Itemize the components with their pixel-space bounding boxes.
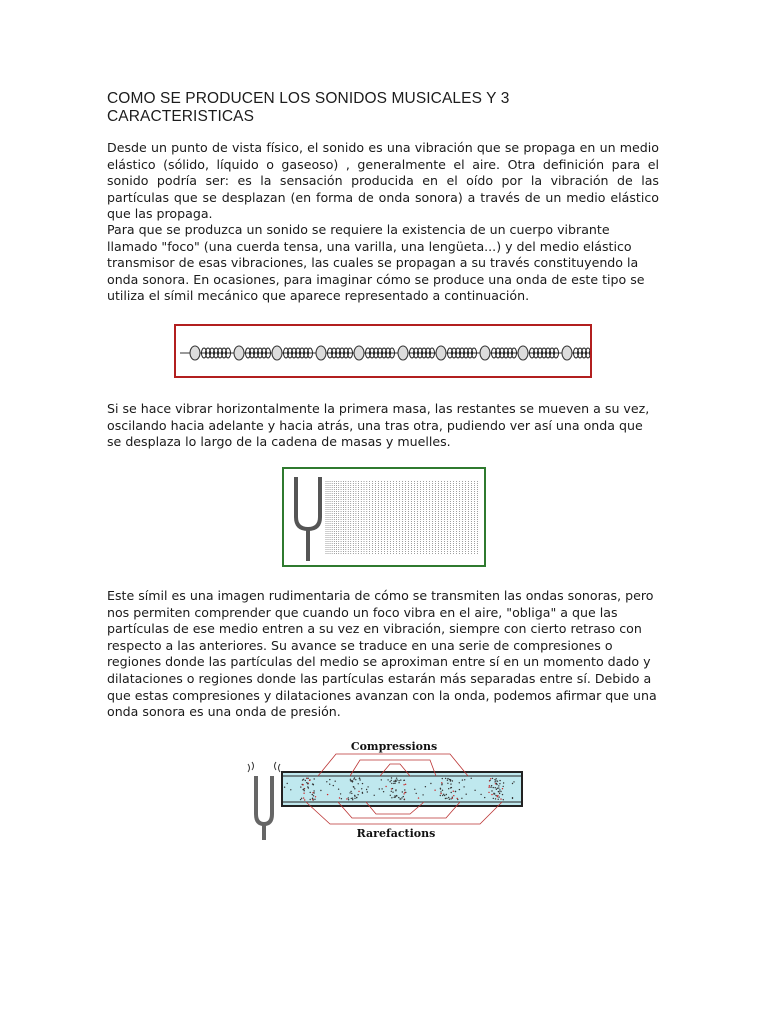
particle [340, 793, 341, 794]
particle [312, 798, 313, 799]
particle [414, 789, 415, 790]
particle [350, 791, 351, 792]
particle [329, 784, 330, 785]
particle [495, 780, 496, 781]
compressions-label: Compressions [350, 740, 438, 753]
particle [395, 796, 396, 797]
particle [374, 795, 375, 796]
particle [462, 779, 463, 780]
mass [190, 346, 200, 360]
particle [449, 799, 450, 800]
particle [442, 795, 443, 796]
particle [493, 787, 494, 788]
particle [489, 785, 490, 786]
particle [418, 797, 419, 798]
paragraph-3: Si se hace vibrar horizontalmente la primera masa, las restantes se mueven a su vez, oscilando hacia adelante y hacia atrás, una tras otra, pudiendo ver así una onda que se desplaza lo largo de la cadena de masas y muelles. [107, 401, 650, 450]
particle [492, 778, 493, 779]
particle [361, 788, 362, 789]
particle [381, 779, 382, 780]
particle [290, 789, 291, 790]
particle [313, 790, 314, 791]
particle [502, 794, 503, 795]
rarefactions-label: Rarefactions [356, 827, 436, 840]
particle [491, 790, 492, 791]
particle [503, 782, 504, 783]
particle [391, 797, 392, 798]
particle [512, 797, 513, 798]
particle [445, 778, 446, 779]
particle [307, 783, 308, 784]
particle [499, 780, 500, 781]
particle [496, 778, 497, 779]
mass [518, 346, 528, 360]
document-body [107, 90, 659, 240]
mass [316, 346, 326, 360]
particle [512, 783, 513, 784]
particle [499, 783, 500, 784]
particle [309, 780, 310, 781]
particle [403, 796, 404, 797]
particle [405, 784, 406, 785]
particle [310, 799, 311, 800]
mass [354, 346, 364, 360]
particle [396, 779, 397, 780]
particle [315, 796, 316, 797]
particle [497, 788, 498, 789]
particle [422, 794, 423, 795]
particle [402, 791, 403, 792]
particle [399, 798, 400, 799]
particle [348, 797, 349, 798]
particle [442, 778, 443, 779]
mass [562, 346, 572, 360]
particle [403, 780, 404, 781]
mass-spring-figure [174, 324, 592, 378]
particle [497, 795, 498, 796]
particle [352, 798, 353, 799]
particle [354, 798, 355, 799]
particle [346, 798, 347, 799]
particle [430, 783, 431, 784]
particle [354, 788, 355, 789]
particle [313, 784, 314, 785]
particle [314, 778, 315, 779]
particle [338, 789, 339, 790]
particle [489, 780, 490, 781]
particle [333, 785, 334, 786]
particle [354, 796, 355, 797]
particle [379, 788, 380, 789]
particle [349, 792, 350, 793]
particle [488, 792, 489, 793]
particle [303, 797, 304, 798]
particle [366, 789, 367, 790]
particle [459, 782, 460, 783]
particle [447, 778, 448, 779]
particle [390, 795, 391, 796]
particle [339, 797, 340, 798]
particle [313, 792, 314, 793]
particle [381, 788, 382, 789]
particle [395, 790, 396, 791]
particle [350, 779, 351, 780]
particle [404, 799, 405, 800]
particle [444, 795, 445, 796]
particle [400, 779, 401, 780]
particle [498, 799, 499, 800]
particle [450, 780, 451, 781]
particle [451, 792, 452, 793]
particle [461, 798, 462, 799]
particle [391, 777, 392, 778]
paragraph-2: Para que se produzca un sonido se requiere la existencia de un cuerpo vibrante llamado "foco" (una cuerda tensa, una varilla, una lengüeta...) y del medio elástico transmisor de esas vibraciones, las cuales se propagan a su través constituyendo la onda sonora. En ocasiones, para imaginar cómo se produce una onda de este tipo se utiliza el símil mecánico que aparece representado a continuación. [107, 222, 645, 304]
particle [494, 779, 495, 780]
particle [502, 788, 503, 789]
mass-spring-chain [176, 326, 590, 376]
particle [398, 782, 399, 783]
particle [446, 794, 447, 795]
particle [393, 783, 394, 784]
particle [490, 778, 491, 779]
particle [396, 795, 397, 796]
particle [329, 779, 330, 780]
particle [403, 793, 404, 794]
particle [307, 786, 308, 787]
particle [495, 795, 496, 796]
particle [425, 786, 426, 787]
particle [440, 788, 441, 789]
particle [367, 791, 368, 792]
particle [387, 779, 388, 780]
particle [306, 782, 307, 783]
particle [394, 797, 395, 798]
particle [305, 780, 306, 781]
particle [495, 787, 496, 788]
particle [449, 779, 450, 780]
particle [351, 793, 352, 794]
tuning-fork-icon [248, 762, 280, 840]
particle [416, 793, 417, 794]
particle [440, 793, 441, 794]
particle [352, 781, 353, 782]
particle [404, 792, 405, 793]
particle [335, 781, 336, 782]
particle [447, 783, 448, 784]
particle [452, 798, 453, 799]
particle [302, 784, 303, 785]
particle [284, 787, 285, 788]
mass [272, 346, 282, 360]
particle [448, 797, 449, 798]
particle [300, 799, 301, 800]
particle [395, 780, 396, 781]
particle [453, 791, 454, 792]
particle [326, 781, 327, 782]
paragraph-4: Este símil es una imagen rudimentaria de cómo se transmiten las ondas sonoras, pero nos permiten comprender que cuando un foco vibra en el aire, "obliga" a que las partículas de ese medio entren a su vez en vibración, siempre con cierto retraso con respecto a las anteriores. Su avance se traduce en una serie de compresiones o regiones donde las partículas del medio se aproximan entre sí en un momento dado y dilataciones o regiones donde las partículas estarán más separadas entre sí. Debido a que estas compresiones y dilataciones avanzan con la onda, podemos afirmar que una onda sonora es una onda de presión. [107, 588, 657, 720]
particle [498, 791, 499, 792]
particle [451, 787, 452, 788]
particle [362, 792, 363, 793]
particle [306, 778, 307, 779]
particle [391, 783, 392, 784]
particle [392, 792, 393, 793]
particle [434, 790, 435, 791]
particle [471, 778, 472, 779]
particle [490, 787, 491, 788]
particle [391, 788, 392, 789]
particle [453, 795, 454, 796]
particle [354, 777, 355, 778]
particle [303, 779, 304, 780]
particle [355, 779, 356, 780]
particle [314, 799, 315, 800]
particle [303, 793, 304, 794]
particle [359, 777, 360, 778]
tuning-fork-waves [284, 469, 484, 565]
particle [404, 789, 405, 790]
particle [445, 798, 446, 799]
particle [494, 793, 495, 794]
particle [480, 794, 481, 795]
particle [464, 779, 465, 780]
particle [500, 791, 501, 792]
particle [391, 780, 392, 781]
particle [358, 783, 359, 784]
particle [491, 794, 492, 795]
particle [398, 797, 399, 798]
particle [391, 791, 392, 792]
particle [496, 783, 497, 784]
particle [503, 799, 504, 800]
spring-coil [590, 348, 591, 358]
particle [401, 797, 402, 798]
particle [304, 799, 305, 800]
particle [352, 799, 353, 800]
particle [389, 781, 390, 782]
particle [484, 797, 485, 798]
particle [394, 783, 395, 784]
particle [341, 798, 342, 799]
particle [367, 786, 368, 787]
page-title: COMO SE PRODUCEN LOS SONIDOS MUSICALES Y 3 CARACTERISTICAS [107, 90, 510, 125]
particle [457, 799, 458, 800]
particle [393, 781, 394, 782]
particle [403, 784, 404, 785]
particle [312, 799, 313, 800]
particle [500, 798, 501, 799]
particle [450, 798, 451, 799]
particle [300, 786, 301, 787]
tuning-fork-figure [282, 467, 486, 567]
particle [440, 791, 441, 792]
particle [396, 778, 397, 779]
particle [466, 794, 467, 795]
particle [496, 789, 497, 790]
particle [446, 798, 447, 799]
particle [493, 798, 494, 799]
particle [362, 783, 363, 784]
particle [359, 779, 360, 780]
compression-rarefaction-figure [240, 736, 530, 842]
particle [513, 781, 514, 782]
particle [447, 780, 448, 781]
particle [455, 791, 456, 792]
particle [450, 783, 451, 784]
particle [358, 791, 359, 792]
particle [463, 786, 464, 787]
particle [310, 792, 311, 793]
particle [301, 798, 302, 799]
particle [327, 794, 328, 795]
particle [499, 793, 500, 794]
particle [303, 788, 304, 789]
particle [356, 797, 357, 798]
particle [497, 781, 498, 782]
particle [385, 786, 386, 787]
particle [441, 784, 442, 785]
particle [452, 780, 453, 781]
particle [443, 794, 444, 795]
particle [503, 786, 504, 787]
particle [357, 794, 358, 795]
particle [440, 795, 441, 796]
particle [320, 790, 321, 791]
mass [234, 346, 244, 360]
particle [498, 785, 499, 786]
particle [498, 796, 499, 797]
particle [498, 787, 499, 788]
mass [480, 346, 490, 360]
particle [348, 799, 349, 800]
particle [313, 795, 314, 796]
particle [495, 798, 496, 799]
particle [398, 780, 399, 781]
particle [488, 787, 489, 788]
mass [436, 346, 446, 360]
particle [304, 790, 305, 791]
particle [351, 780, 352, 781]
particle [351, 798, 352, 799]
particle [491, 785, 492, 786]
mass [398, 346, 408, 360]
particle [312, 794, 313, 795]
air-tube [282, 772, 522, 806]
particle [442, 790, 443, 791]
particle [499, 789, 500, 790]
particle [448, 788, 449, 789]
particle [459, 789, 460, 790]
particle [353, 787, 354, 788]
particle [474, 790, 475, 791]
particle [383, 791, 384, 792]
particle [287, 783, 288, 784]
tuning-fork-icon [296, 477, 320, 561]
paragraph-1: Desde un punto de vista físico, el sonido es una vibración que se propaga en un medio elástico (sólido, líquido o gaseoso) , generalmente el aire. Otra definición para el sonido podría ser: es la sensación producida en el oído por la vibración de las partículas que se desplazan (en forma de onda sonora) a través de un medio elástico que las propaga. [107, 140, 659, 222]
particle [441, 782, 442, 783]
